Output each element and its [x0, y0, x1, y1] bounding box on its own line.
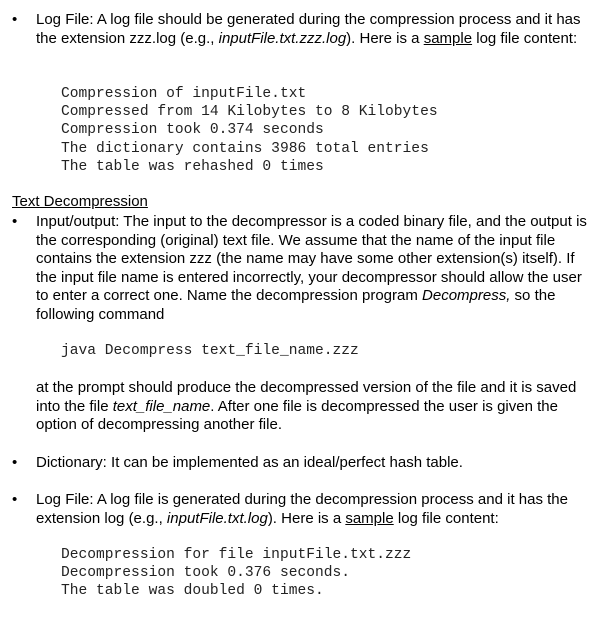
bullet-icon: •: [12, 491, 18, 508]
text-run: log file content:: [472, 29, 578, 47]
bullet-icon: •: [12, 454, 18, 471]
code-line: Decompression for file inputFile.txt.zzz: [61, 547, 412, 563]
text-run: Input/output: The input to the decompressor is a coded binary file, and the output is the corresponding (original) text file. We assume that the name of the input file contains the extension zzz (the name may have some other extension(s) itself). If the input file name is entered incorrectly, your decompressor should allow the user to enter a correct one. Name the decompression program: [36, 213, 587, 305]
input-output-text: [36, 213, 598, 325]
code-line: Decompression took 0.376 seconds.: [61, 565, 351, 582]
decompress-command: java Decompress text_file_name.zzz: [61, 343, 359, 359]
code-line: Compressed from 14 Kilobytes to 8 Kilobytes: [61, 104, 438, 121]
text-run: so the following command: [36, 287, 556, 323]
decompression-log-sample: [61, 546, 411, 601]
log-file-compression-text: [36, 11, 598, 48]
section-heading: Text Decompression: [12, 193, 148, 210]
text-run: . After one file is decompressed the user is given the option of decompressing another file.: [36, 397, 558, 434]
code-line: The dictionary contains 3986 total entries: [61, 140, 429, 157]
sample-link[interactable]: sample: [345, 509, 394, 527]
example-filename: inputFile.txt.zzz.log: [218, 29, 347, 47]
code-line: Compression took 0.374 seconds: [61, 122, 324, 139]
text-run: ). Here is a: [267, 509, 346, 527]
sample-link[interactable]: sample: [423, 29, 473, 47]
compression-log-sample: [61, 85, 438, 176]
text-run: A log file should be generated during the compression process and it has the extension zzz.log (e.g.,: [36, 11, 581, 47]
output-filename: text_file_name: [112, 397, 211, 415]
text-run: ). Here is a: [346, 29, 424, 47]
log-file-decompression-text: [36, 491, 598, 528]
example-filename: inputFile.txt.log: [166, 509, 268, 527]
text-run: Log File: A log file is generated during the decompression process and it has the extension log (e.g.,: [36, 491, 568, 527]
code-line: Compression of inputFile.txt: [61, 86, 307, 102]
bullet-icon: •: [12, 213, 18, 230]
log-file-label: Log File:: [36, 11, 94, 28]
text-run: log file content:: [393, 509, 499, 527]
code-line: The table was rehashed 0 times: [61, 158, 324, 175]
program-name: Decompress,: [422, 287, 511, 305]
after-command-text: [36, 379, 596, 435]
code-line: The table was doubled 0 times.: [61, 583, 324, 600]
text-run: at the prompt should produce the decompressed version of the file and it is saved into the file: [36, 379, 577, 415]
dictionary-text: Dictionary: It can be implemented as an ideal/perfect hash table.: [36, 454, 463, 471]
bullet-icon: •: [12, 11, 18, 28]
